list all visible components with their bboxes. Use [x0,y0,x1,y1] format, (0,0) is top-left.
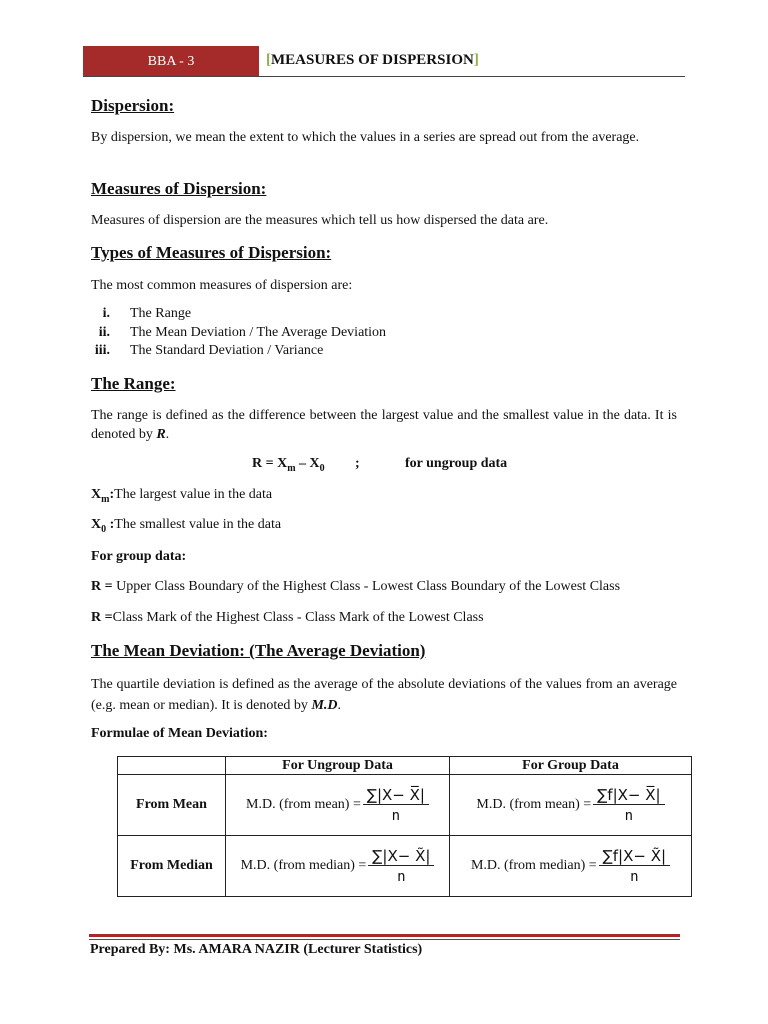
formula-prefix: M.D. (from mean) = [246,797,361,812]
fraction-numerator: ∑|X− X̃| [368,847,434,866]
range-text: The range is defined as the difference between the largest value and the smallest value in the data. It is denoted by R. [91,408,677,442]
fraction-denominator: n [624,808,634,824]
list-label: The Mean Deviation / The Average Deviation [130,324,387,340]
row-label: From Mean [118,775,226,836]
heading-types: Types of Measures of Dispersion: [91,243,332,262]
list-number: iii. [94,343,110,358]
course-badge: BBA - 3 [83,46,259,77]
list-label: The Range [130,306,192,321]
xm-definition: $X_m:The$ largest value in the data [91,487,273,505]
range-formula: $R = X_m - X_0$ [252,456,325,474]
page-title [266,52,479,69]
list-item [72,324,386,343]
table-header-ungroup: For Ungroup Data [226,757,450,775]
formula-prefix: M.D. (from mean) = [476,797,592,812]
fraction-numerator: ∑f|X− X̅| [593,786,664,805]
heading-range: The Range: [91,374,176,393]
md-symbol: M.D [311,698,338,713]
range-group-formula-1: R = Upper Class Boundary of the Highest Class - Lowest Class Boundary of the Lowest Class [91,579,621,594]
x0-definition: $X_0$ :The smallest value in the data [91,517,282,535]
formulae-heading: Formulae of Mean Deviation: [91,726,268,741]
list-number: i. [102,306,110,321]
mean-deviation-table [117,756,692,897]
header-rule [83,76,685,77]
heading-measures: Measures of Dispersion: [91,179,267,198]
dispersion-text: By dispersion, we mean the extent to which the values in a series are spread out from the average. [91,130,640,145]
footer-rule-thick [89,934,680,937]
row-label: From Median [118,836,226,897]
list-item [72,342,386,361]
title-bracket-open: [ [266,52,271,68]
types-text: The most common measures of dispersion are: [91,278,353,293]
list-label: The Standard Deviation / Variance [130,343,324,358]
fraction-numerator: ∑f|X− X̃| [599,847,670,866]
table-row [118,836,692,897]
measures-text: Measures of dispersion are the measures which tell us how dispersed the data are. [91,213,549,228]
fraction-denominator: n [397,869,406,885]
ungroup-formula-cell [226,836,450,897]
list-number: ii. [98,324,110,340]
table-row [118,775,692,836]
title-bracket-close: ] [473,52,479,68]
fraction [363,786,429,824]
range-symbol: R [156,427,166,442]
group-formula-cell [450,836,692,897]
range-formula-note: for ungroup data [405,456,508,471]
fraction [599,847,670,885]
range-formula-sep: ; [355,456,360,471]
formula-prefix: M.D. (from median) = [470,858,597,873]
types-list [72,305,386,361]
table-header-empty [118,757,226,775]
heading-dispersion: Dispersion: [91,96,175,115]
table-header-row [118,757,692,775]
table-header-group: For Group Data [450,757,692,775]
ungroup-formula-cell [226,775,450,836]
fraction [593,786,664,824]
fraction-denominator: n [630,869,639,885]
footer-author: Prepared By: Ms. AMARA NAZIR (Lecturer Statistics) [90,942,423,957]
group-data-heading: For group data: [91,549,187,564]
fraction-numerator: ∑|X− X̅| [363,786,429,805]
group-formula-cell [450,775,692,836]
mean-deviation-text: The quartile deviation is defined as the average of the absolute deviations of the values from an average (e.g. mean or median). It is denoted by M.D. [91,677,677,713]
fraction [368,847,434,885]
heading-mean-deviation: The Mean Deviation: (The Average Deviation) [91,641,426,660]
title-text: MEASURES OF DISPERSION [271,52,474,68]
formula-prefix: M.D. (from median) = [240,858,367,873]
footer-rule-thin [89,939,680,940]
fraction-denominator: n [391,808,401,824]
range-group-formula-2: R =Class Mark of the Highest Class - Class Mark of the Lowest Class [91,610,484,625]
list-item [72,305,386,324]
